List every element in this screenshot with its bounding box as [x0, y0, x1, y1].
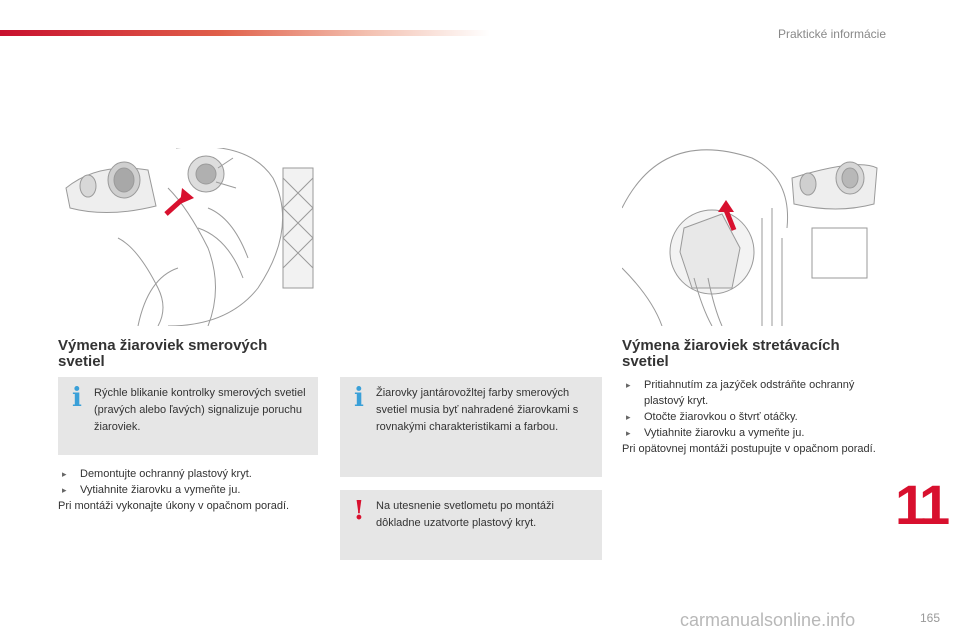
step-item: ▸ Pritiahnutím za jazýček odstráňte ochranný plastový kryt. — [622, 377, 887, 409]
low-beam-illustration — [622, 148, 882, 326]
header-accent-bar — [0, 30, 490, 36]
step-item: ▸ Vytiahnite žiarovku a vymeňte ju. — [58, 482, 328, 498]
turn-signal-steps — [58, 466, 328, 514]
low-beam-note: Pri opätovnej montáži postupujte v opačnom poradí. — [622, 443, 876, 455]
turn-signal-info-text: Rýchle blikanie kontrolky smerových svetiel (pravých alebo ľavých) signalizuje poruchu žiaroviek. — [94, 387, 306, 433]
turn-signal-heading: Výmena žiaroviek smerových svetiel — [58, 337, 268, 370]
chapter-number: 11 — [895, 473, 947, 536]
info-icon: i — [72, 383, 82, 413]
turn-signal-info-box — [58, 377, 318, 455]
amber-bulb-info-text: Žiarovky jantárovožltej farby smerových svetiel musia byť nahradené žiarovkami s rovnakými charakteristikami a farbou. — [376, 387, 579, 433]
seal-warning-text: Na utesnenie svetlometu po montáži dôkladne uzatvorte plastový kryt. — [376, 500, 554, 529]
seal-warning-box — [340, 490, 602, 560]
step-item: ▸ Demontujte ochranný plastový kryt. — [58, 466, 328, 482]
turn-signal-note: Pri montáži vykonajte úkony v opačnom poradí. — [58, 500, 290, 512]
low-beam-steps — [622, 377, 887, 457]
page-number: 165 — [919, 611, 940, 625]
step-item: ▸ Vytiahnite žiarovku a vymeňte ju. — [622, 425, 887, 441]
step-item: ▸ Otočte žiarovkou o štvrť otáčky. — [622, 409, 887, 425]
amber-bulb-info-box — [340, 377, 602, 477]
watermark: carmanualsonline.info — [680, 610, 856, 630]
info-icon: i — [354, 383, 364, 413]
turn-signal-illustration — [58, 148, 318, 326]
section-label: Praktické informácie — [777, 27, 886, 41]
low-beam-heading: Výmena žiaroviek stretávacích svetiel — [622, 337, 840, 370]
warning-icon: ! — [353, 496, 365, 526]
